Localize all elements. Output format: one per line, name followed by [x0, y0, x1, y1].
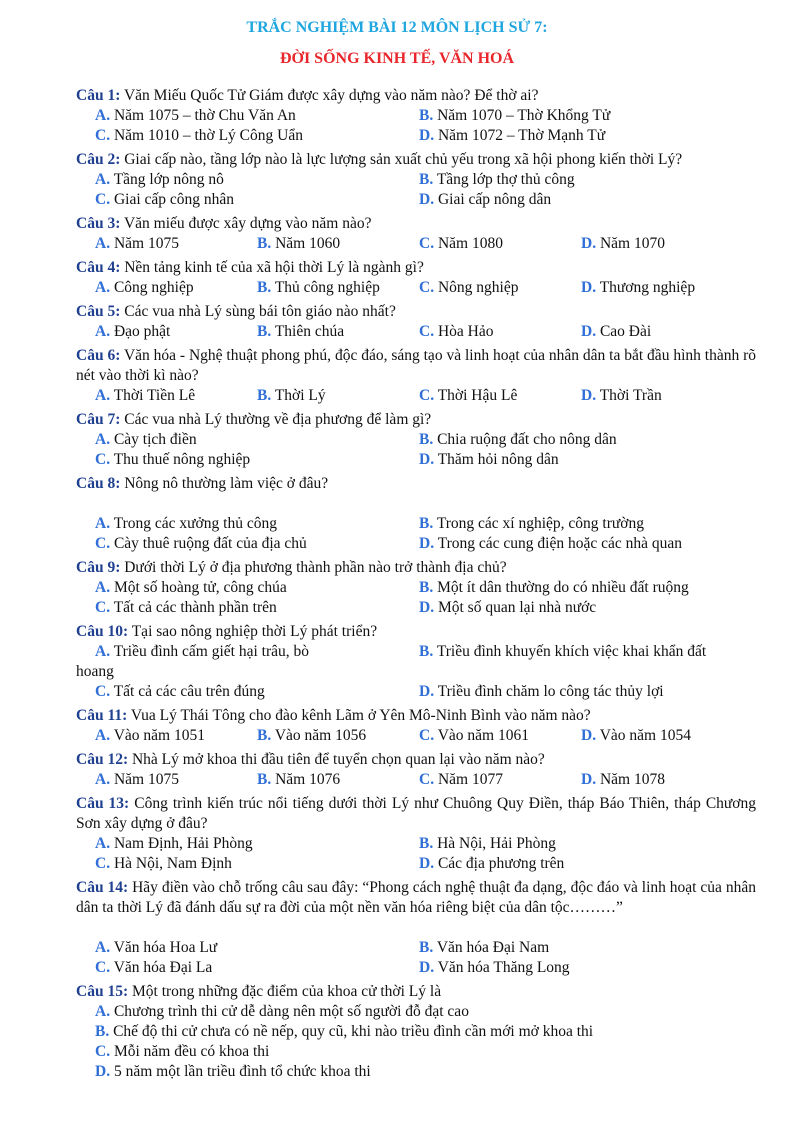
option-c[interactable]	[95, 682, 265, 702]
option-b[interactable]	[419, 642, 706, 662]
question-13	[76, 794, 756, 834]
question-stem	[76, 346, 756, 386]
option-letter: B.	[257, 727, 272, 744]
option-text: Năm 1075 – thờ Chu Văn An	[113, 107, 296, 124]
option-text: Hà Nội, Nam Định	[113, 855, 232, 872]
option-b[interactable]	[95, 1022, 593, 1042]
option-letter: A.	[95, 107, 111, 124]
option-letter: D.	[95, 1063, 111, 1080]
option-text: Trong các xí nghiệp, công trường	[436, 515, 644, 532]
option-text: Thời Hậu Lê	[437, 387, 518, 404]
option-b[interactable]	[257, 234, 340, 254]
option-text: Thời Lý	[274, 387, 326, 404]
option-letter: A.	[95, 835, 111, 852]
option-letter: C.	[95, 1043, 111, 1060]
option-text: Một ít dân thường do có nhiều đất ruộng	[437, 579, 689, 596]
option-d[interactable]	[419, 534, 682, 554]
question-text: Tại sao nông nghiệp thời Lý phát triển?	[131, 623, 378, 640]
option-b[interactable]	[419, 578, 689, 598]
question-stem	[76, 706, 756, 726]
option-wrap-text: hoang	[76, 663, 114, 680]
option-c[interactable]	[419, 726, 529, 746]
option-d[interactable]	[419, 126, 605, 146]
option-letter: A.	[95, 387, 111, 404]
option-d[interactable]	[419, 450, 559, 470]
option-text: Vào năm 1051	[113, 727, 205, 744]
option-text: Triều đình khuyến khích việc khai khẩn đất	[436, 643, 707, 660]
option-letter: A.	[95, 579, 111, 596]
question-label: Câu 2:	[76, 151, 121, 168]
option-letter: D.	[581, 323, 597, 340]
option-d[interactable]	[419, 190, 551, 210]
option-letter: B.	[95, 1023, 110, 1040]
option-c[interactable]	[95, 598, 277, 618]
page-subtitle: ĐỜI SỐNG KINH TẾ, VĂN HOÁ	[279, 50, 515, 67]
question-text: Văn miếu được xây dựng vào năm nào?	[123, 215, 372, 232]
option-letter: C.	[95, 191, 111, 208]
option-letter: D.	[419, 191, 435, 208]
option-text: Hòa Hảo	[437, 323, 494, 340]
option-b[interactable]	[257, 278, 380, 298]
option-b[interactable]	[419, 430, 617, 450]
option-c[interactable]	[419, 386, 517, 406]
option-letter: C.	[95, 127, 111, 144]
option-c[interactable]	[419, 770, 503, 790]
option-a[interactable]	[95, 938, 217, 958]
option-text: Năm 1080	[437, 235, 503, 252]
option-text: Năm 1070	[599, 235, 665, 252]
option-text: Văn hóa Thăng Long	[437, 959, 570, 976]
option-letter: B.	[257, 387, 272, 404]
option-text: Năm 1075	[113, 771, 179, 788]
option-b[interactable]	[419, 106, 610, 126]
option-text: Thời Tiền Lê	[113, 387, 196, 404]
option-d[interactable]	[581, 322, 651, 342]
option-a[interactable]	[95, 726, 205, 746]
option-text: Cày thuê ruộng đất của địa chủ	[113, 535, 307, 552]
option-c[interactable]	[419, 278, 518, 298]
option-text: Các địa phương trên	[437, 855, 565, 872]
option-a[interactable]	[95, 770, 179, 790]
option-letter: C.	[419, 387, 435, 404]
option-text: Thiên chúa	[274, 323, 345, 340]
question-text: Các vua nhà Lý sùng bái tôn giáo nào nhất?	[124, 303, 396, 320]
question-7	[76, 410, 756, 430]
option-letter: C.	[95, 855, 111, 872]
option-a[interactable]	[95, 514, 277, 534]
question-text: Văn hóa - Nghệ thuật phong phú, độc đáo, sáng tạo và linh hoạt của nhân dân ta bắt đầu hình thành rõ nét vào thời kì nào?	[76, 347, 756, 384]
option-letter: A.	[95, 323, 111, 340]
option-text: Văn hóa Đại Nam	[436, 939, 550, 956]
question-10	[76, 622, 756, 642]
option-text: Hà Nội, Hải Phòng	[437, 835, 556, 852]
question-text: Vua Lý Thái Tông cho đào kênh Lãm ở Yên Mô-Ninh Bình vào năm nào?	[130, 707, 591, 724]
option-c[interactable]	[95, 1042, 269, 1062]
option-d[interactable]	[419, 958, 570, 978]
option-text: Trong các cung điện hoặc các nhà quan	[437, 535, 683, 552]
question-label: Câu 15:	[76, 983, 129, 1000]
question-1	[76, 86, 756, 106]
question-12	[76, 750, 756, 770]
option-text: Vào năm 1056	[274, 727, 367, 744]
question-5	[76, 302, 756, 322]
option-text: Nam Định, Hải Phòng	[113, 835, 253, 852]
option-text: Một số hoàng tử, công chúa	[113, 579, 287, 596]
question-text: Nền tảng kinh tế của xã hội thời Lý là ngành gì?	[124, 259, 424, 276]
option-c[interactable]	[95, 958, 212, 978]
option-a[interactable]	[95, 834, 253, 854]
option-letter: B.	[257, 323, 272, 340]
question-text: Dưới thời Lý ở địa phương thành phần nào trở thành địa chủ?	[124, 559, 507, 576]
option-d[interactable]	[95, 1062, 371, 1082]
question-label: Câu 3:	[76, 215, 121, 232]
question-14	[76, 878, 756, 918]
question-stem	[76, 794, 756, 834]
option-a[interactable]	[95, 578, 287, 598]
option-letter: C.	[95, 683, 111, 700]
option-letter: D.	[581, 727, 597, 744]
option-text: Vào năm 1061	[437, 727, 529, 744]
option-text: Văn hóa Đại La	[113, 959, 213, 976]
option-text: Tầng lớp nông nô	[113, 171, 224, 188]
option-c[interactable]	[95, 854, 232, 874]
option-text: Văn hóa Hoa Lư	[113, 939, 218, 956]
option-text: Chế độ thi cử chưa có nề nếp, quy cũ, khi nào triều đình cần mới mở khoa thi	[113, 1023, 594, 1040]
option-text: Tầng lớp thợ thủ công	[436, 171, 575, 188]
option-text: Cao Đài	[599, 323, 652, 340]
question-stem	[76, 878, 756, 918]
question-stem	[76, 982, 756, 1002]
option-letter: D.	[419, 535, 435, 552]
option-b[interactable]	[419, 170, 575, 190]
option-letter: B.	[419, 835, 434, 852]
option-a[interactable]	[95, 106, 296, 126]
option-letter: A.	[95, 771, 111, 788]
option-text: Thời Trần	[599, 387, 662, 404]
option-text: Đạo phật	[113, 323, 171, 340]
question-label: Câu 6:	[76, 347, 121, 364]
option-letter: B.	[419, 515, 434, 532]
question-text: Nhà Lý mở khoa thi đầu tiên để tuyển chọn quan lại vào năm nào?	[131, 751, 545, 768]
question-2	[76, 150, 756, 170]
option-c[interactable]	[95, 190, 234, 210]
option-letter: C.	[419, 323, 435, 340]
option-text: Giai cấp công nhân	[113, 191, 235, 208]
option-text: Năm 1072 – Thờ Mạnh Tử	[437, 127, 606, 144]
option-letter: B.	[419, 171, 434, 188]
option-letter: C.	[419, 727, 435, 744]
option-b[interactable]	[257, 726, 366, 746]
question-label: Câu 14:	[76, 879, 129, 896]
question-stem	[76, 86, 756, 106]
option-text: Giai cấp nông dân	[437, 191, 552, 208]
question-label: Câu 11:	[76, 707, 128, 724]
option-a[interactable]	[95, 278, 194, 298]
option-d[interactable]	[581, 726, 691, 746]
option-a[interactable]	[95, 1002, 469, 1022]
option-letter: C.	[419, 771, 435, 788]
option-text: Mỗi năm đều có khoa thi	[113, 1043, 270, 1060]
question-text: Giai cấp nào, tầng lớp nào là lực lượng sản xuất chủ yếu trong xã hội phong kiến thời Lý?	[124, 151, 683, 168]
option-text: Cày tịch điền	[113, 431, 197, 448]
question-4	[76, 258, 756, 278]
option-d[interactable]	[581, 278, 695, 298]
question-3	[76, 214, 756, 234]
option-text: Thủ công nghiệp	[274, 279, 380, 296]
option-letter: A.	[95, 727, 111, 744]
question-label: Câu 1:	[76, 87, 121, 104]
option-c[interactable]	[95, 450, 250, 470]
option-text: Tất cả các thành phần trên	[113, 599, 277, 616]
option-letter: B.	[419, 939, 434, 956]
option-letter: B.	[257, 771, 272, 788]
option-text: Năm 1060	[275, 235, 341, 252]
question-text: Các vua nhà Lý thường về địa phương để làm gì?	[124, 411, 432, 428]
question-8	[76, 474, 756, 494]
question-9	[76, 558, 756, 578]
option-letter: A.	[95, 171, 111, 188]
option-a[interactable]	[95, 642, 309, 662]
option-text: 5 năm một lần triều đình tổ chức khoa thi	[113, 1063, 371, 1080]
option-letter: D.	[419, 451, 435, 468]
question-label: Câu 10:	[76, 623, 129, 640]
option-c[interactable]	[95, 126, 303, 146]
question-label: Câu 4:	[76, 259, 121, 276]
option-b[interactable]	[419, 834, 556, 854]
page-title: TRẮC NGHIỆM BÀI 12 MÔN LỊCH SỬ 7:	[246, 19, 548, 36]
question-stem	[76, 410, 756, 430]
question-stem	[76, 258, 756, 278]
option-d[interactable]	[581, 234, 665, 254]
option-b[interactable]	[257, 322, 344, 342]
option-text: Năm 1078	[599, 771, 665, 788]
option-letter: C.	[95, 599, 111, 616]
option-text: Năm 1076	[275, 771, 341, 788]
option-letter: A.	[95, 515, 111, 532]
option-text: Triều đình cấm giết hại trâu, bò	[113, 643, 309, 660]
option-text: Chia ruộng đất cho nông dân	[437, 431, 617, 448]
option-letter: B.	[419, 107, 434, 124]
question-label: Câu 8:	[76, 475, 121, 492]
option-d[interactable]	[419, 854, 564, 874]
option-letter: B.	[419, 579, 434, 596]
option-text: Tất cả các câu trên đúng	[113, 683, 265, 700]
question-11	[76, 706, 756, 726]
option-c[interactable]	[419, 234, 503, 254]
option-text: Triều đình chăm lo công tác thủy lợi	[437, 683, 664, 700]
option-letter: C.	[95, 535, 111, 552]
question-text: Một trong những đặc điểm của khoa cử thời Lý là	[131, 983, 442, 1000]
option-a[interactable]	[95, 322, 170, 342]
option-letter: D.	[581, 771, 597, 788]
option-letter: D.	[419, 683, 435, 700]
option-letter: A.	[95, 1003, 111, 1020]
option-d[interactable]	[581, 770, 665, 790]
option-b[interactable]	[257, 770, 340, 790]
option-a[interactable]	[95, 170, 224, 190]
option-letter: C.	[419, 235, 435, 252]
question-stem	[76, 474, 756, 494]
option-b[interactable]	[419, 514, 644, 534]
option-letter: D.	[419, 127, 435, 144]
question-stem	[76, 302, 756, 322]
question-stem	[76, 558, 756, 578]
option-letter: D.	[581, 387, 597, 404]
option-text: Năm 1075	[113, 235, 179, 252]
question-label: Câu 13:	[76, 795, 130, 812]
option-letter: D.	[419, 599, 435, 616]
option-b[interactable]	[419, 938, 549, 958]
option-letter: C.	[95, 959, 111, 976]
question-label: Câu 9:	[76, 559, 121, 576]
question-label: Câu 7:	[76, 411, 121, 428]
option-b[interactable]	[257, 386, 326, 406]
option-d[interactable]	[581, 386, 662, 406]
option-text: Năm 1070 – Thờ Khổng Tử	[437, 107, 611, 124]
question-text: Văn Miếu Quốc Tử Giám được xây dựng vào năm nào? Để thờ ai?	[123, 87, 539, 104]
option-a[interactable]	[95, 386, 195, 406]
option-letter: D.	[419, 855, 435, 872]
option-text: Năm 1010 – thờ Lý Công Uẩn	[113, 127, 303, 144]
option-d[interactable]	[419, 598, 596, 618]
question-stem	[76, 750, 756, 770]
option-letter: D.	[419, 959, 435, 976]
question-stem	[76, 150, 756, 170]
question-stem	[76, 214, 756, 234]
question-text: Công trình kiến trúc nổi tiếng dưới thời Lý như Chuông Quy Điền, tháp Báo Thiên, tháp Chương Sơn xây dựng ở đâu?	[76, 795, 757, 832]
question-15	[76, 982, 756, 1002]
option-d[interactable]	[419, 682, 664, 702]
question-stem	[76, 622, 756, 642]
question-label: Câu 12:	[76, 751, 129, 768]
option-text: Nông nghiệp	[437, 279, 519, 296]
option-text: Công nghiệp	[113, 279, 194, 296]
option-letter: B.	[257, 235, 272, 252]
option-text: Một số quan lại nhà nước	[437, 599, 597, 616]
option-letter: B.	[419, 431, 434, 448]
option-text: Chương trình thi cử dễ dàng nên một số người đỗ đạt cao	[113, 1003, 469, 1020]
option-text: Trong các xưởng thủ công	[113, 515, 277, 532]
option-letter: A.	[95, 235, 111, 252]
option-letter: C.	[95, 451, 111, 468]
option-letter: D.	[581, 279, 597, 296]
option-text: Thu thuế nông nghiệp	[113, 451, 251, 468]
option-letter: D.	[581, 235, 597, 252]
question-text: Hãy điền vào chỗ trống câu sau đây: “Phong cách nghệ thuật đa dạng, độc đáo và linh hoạt của nhân dân ta thời Lý đã đánh dấu sự ra đời của một nền văn hóa riêng biệt của dân tộc………”	[76, 879, 756, 916]
option-text: Thăm hỏi nông dân	[437, 451, 559, 468]
option-c[interactable]	[95, 534, 307, 554]
option-a[interactable]	[95, 430, 197, 450]
option-text: Năm 1077	[437, 771, 503, 788]
option-letter: B.	[419, 643, 434, 660]
question-text: Nông nô thường làm việc ở đâu?	[124, 475, 329, 492]
option-text: Vào năm 1054	[599, 727, 691, 744]
option-letter: A.	[95, 939, 111, 956]
option-c[interactable]	[419, 322, 493, 342]
question-label: Câu 5:	[76, 303, 121, 320]
option-letter: A.	[95, 431, 111, 448]
option-letter: A.	[95, 643, 111, 660]
question-6	[76, 346, 756, 386]
option-a[interactable]	[95, 234, 179, 254]
option-letter: A.	[95, 279, 111, 296]
option-letter: C.	[419, 279, 435, 296]
option-text: Thương nghiệp	[599, 279, 696, 296]
option-letter: B.	[257, 279, 272, 296]
